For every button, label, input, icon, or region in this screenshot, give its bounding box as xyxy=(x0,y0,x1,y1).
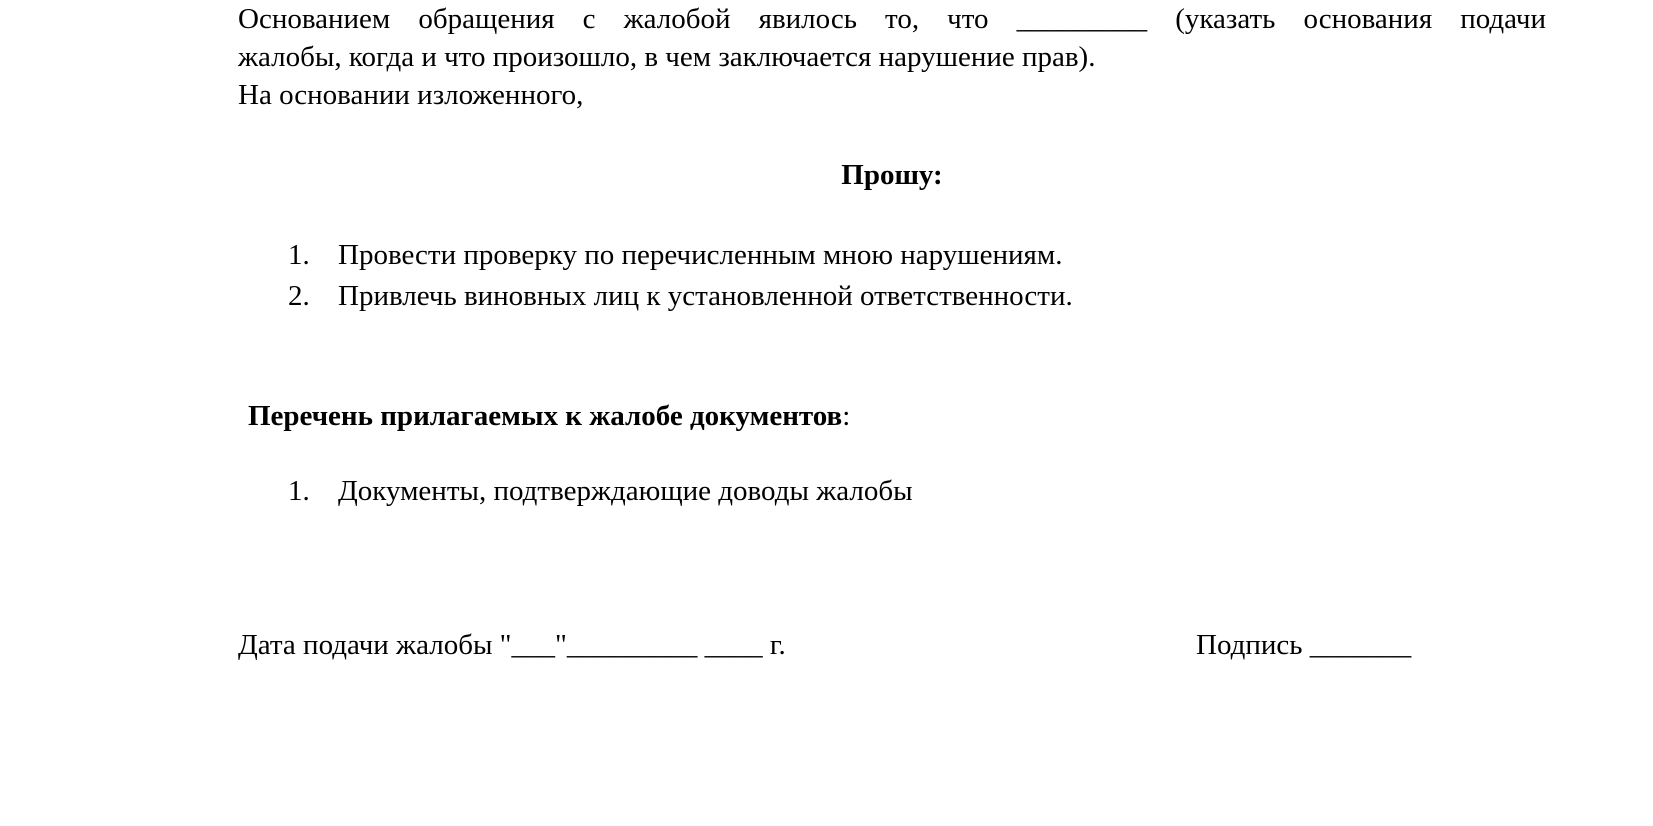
attachments-list xyxy=(0,472,1653,513)
grounds-paragraph-line-2: жалобы, когда и что произошло, в чем заключается нарушение прав). xyxy=(238,41,1096,73)
attachments-heading xyxy=(248,397,850,435)
submission-date-line: Дата подачи жалобы "___"_________ ____ г. xyxy=(238,629,786,661)
conclusion-line: На основании изложенного, xyxy=(238,79,584,111)
list-item-number: 1. xyxy=(288,475,310,507)
attachments-heading-text: Перечень прилагаемых к жалобе документов xyxy=(248,400,843,432)
signature-line: Подпись _______ xyxy=(1196,629,1412,661)
request-list xyxy=(0,236,1653,318)
list-item xyxy=(0,277,1653,318)
list-item-text: Документы, подтверждающие доводы жалобы xyxy=(338,475,913,507)
list-item-number: 2. xyxy=(288,280,310,312)
list-item xyxy=(0,472,1653,513)
grounds-paragraph-line-1: Основанием обращения с жалобой явилось то, что _________ (указать основания подачи xyxy=(238,3,1546,35)
list-item-number: 1. xyxy=(288,239,310,271)
list-item-text: Провести проверку по перечисленным мною нарушениям. xyxy=(338,239,1063,271)
list-item-text: Привлечь виновных лиц к установленной ответственности. xyxy=(338,280,1073,312)
request-heading: Прошу: xyxy=(841,159,943,191)
attachments-heading-colon: : xyxy=(842,400,851,432)
list-item xyxy=(0,236,1653,277)
